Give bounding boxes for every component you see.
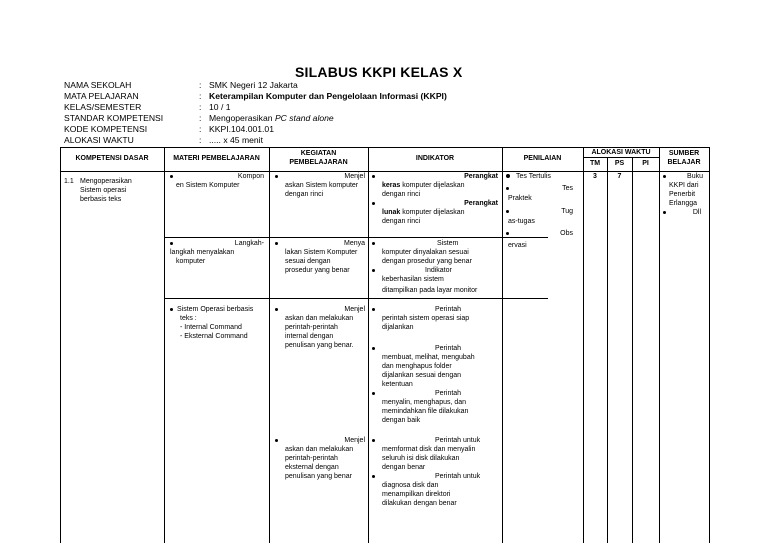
bullet-icon [170, 242, 173, 245]
indikator-line: dijalankan sesuai dengan [382, 372, 462, 379]
bullet-icon [506, 210, 509, 213]
kegiatan-item-3 [275, 305, 365, 350]
meta-row-code [64, 124, 447, 135]
indikator-text: Perintah untuk [435, 473, 481, 480]
header-penilaian: PENILAIAN [523, 155, 562, 162]
table-border-top [60, 147, 709, 148]
meta-block [64, 80, 447, 146]
kompetensi-line: Sistem operasi [80, 187, 127, 194]
kompetensi-line [64, 177, 162, 186]
materi-text: Langkah- [234, 240, 264, 247]
page-title: SILABUS KKPI KELAS X [295, 64, 463, 80]
indikator-line: memformat disk dan menyalin [382, 446, 476, 453]
kegiatan-line: perintah-perintah [285, 324, 338, 331]
col-divider-6 [659, 147, 660, 543]
meta-value: 10 / 1 [209, 102, 231, 112]
indikator-line [372, 199, 498, 208]
kegiatan-line: askan Sistem komputer [285, 182, 359, 189]
indikator-line: memindahkan file dilakukan [382, 408, 469, 415]
indikator-line: komputer dinyalakan sesuai [382, 249, 469, 256]
indikator-text: Indikator [425, 267, 452, 274]
meta-value: Keterampilan Komputer dan Pengelolaan Informasi (KKPI) [209, 91, 447, 101]
penilaian-line [506, 172, 579, 182]
materi-item-3 [170, 305, 266, 341]
bullet-icon [170, 308, 173, 311]
penilaian-text: Tes [562, 185, 573, 192]
indikator-line: dengan prosedur yang benar [382, 258, 472, 265]
meta-label: NAMA SEKOLAH [64, 80, 132, 90]
penilaian-cell [506, 172, 579, 251]
kegiatan-line: penulisan yang benar [285, 473, 352, 480]
kegiatan-line: penulisan yang benar. [285, 342, 354, 349]
indikator-line: dengan rinci [382, 218, 421, 225]
materi-text: Kompon [237, 173, 264, 180]
kegiatan-line: perintah-perintah [285, 455, 338, 462]
col-divider-1 [164, 147, 165, 543]
indikator-line [372, 436, 500, 445]
col-divider-3 [368, 147, 369, 543]
sumber-line [663, 208, 707, 217]
meta-value [209, 113, 334, 124]
penilaian-line: Praktek [508, 195, 532, 202]
meta-colon: : [199, 135, 202, 145]
materi-line: langkah menyalakan [170, 249, 235, 256]
header-kegiatan-1: KEGIATAN [300, 150, 337, 157]
sumber-cell [663, 172, 707, 217]
sumber-text: Buku [687, 173, 703, 180]
indikator-line: ketentuan [382, 381, 413, 388]
meta-value: KKPI.104.001.01 [209, 124, 274, 134]
sumber-line: KKPI dari [669, 182, 699, 189]
meta-row-standard [64, 113, 447, 124]
kegiatan-line: dengan rinci [285, 191, 324, 198]
kegiatan-item-4 [275, 436, 365, 481]
meta-label: MATA PELAJARAN [64, 91, 139, 101]
header-materi: MATERI PEMBELAJARAN [173, 155, 260, 162]
kegiatan-line: sesuai dengan [285, 258, 331, 265]
indikator-text: Perintah [435, 390, 462, 397]
indikator-line: menyalin, menghapus, dan [382, 399, 467, 406]
kegiatan-text: Menya [343, 240, 365, 247]
indikator-line: dengan baik [382, 417, 421, 424]
col-divider-tm-ps [607, 157, 608, 543]
meta-label: ALOKASI WAKTU [64, 135, 134, 145]
penilaian-line: ervasi [508, 242, 527, 249]
indikator-line: ditampilkan pada layar monitor [382, 287, 478, 294]
kegiatan-line: eksternal dengan [285, 464, 339, 471]
kegiatan-item-2 [275, 239, 365, 275]
penilaian-line: as-tugas [508, 218, 535, 225]
indikator-text: Perintah untuk [435, 437, 481, 444]
alokasi-ps-value: 7 [617, 173, 622, 180]
sumber-line: Penerbit [669, 191, 696, 198]
kompetensi-line: berbasis teks [80, 196, 122, 203]
meta-colon: : [199, 102, 202, 112]
indikator-bold: lunak [382, 209, 401, 216]
indikator-text: Perangkat [464, 173, 498, 180]
col-divider-2 [269, 147, 270, 543]
sumber-line: Erlangga [669, 200, 698, 207]
indikator-line [372, 172, 498, 181]
bullet-icon [506, 187, 509, 190]
bullet-icon [663, 211, 666, 214]
indikator-group-1 [372, 172, 498, 226]
bullet-icon [506, 174, 510, 178]
alokasi-sub-divider [583, 157, 659, 158]
bullet-icon [275, 175, 278, 178]
header-ps: PS [614, 160, 625, 167]
kegiatan-line: internal dengan [285, 333, 334, 340]
bullet-icon [275, 308, 278, 311]
meta-value-prefix: Mengoperasikan [209, 113, 275, 123]
bullet-icon [372, 175, 375, 178]
row-divider-2 [164, 298, 548, 299]
kegiatan-text: Menjel [344, 437, 365, 444]
bullet-icon [663, 175, 666, 178]
indikator-text: komputer dijelaskan [400, 209, 465, 216]
meta-value: ..... x 45 menit [209, 135, 263, 145]
bullet-icon [170, 175, 173, 178]
alokasi-tm-value: 3 [593, 173, 597, 180]
indikator-line [372, 305, 500, 314]
meta-colon: : [199, 91, 202, 101]
indikator-group-3 [372, 305, 500, 425]
meta-label: KELAS/SEMESTER [64, 102, 142, 112]
materi-line [170, 172, 264, 181]
indikator-text: komputer dijelaskan [400, 182, 465, 189]
meta-colon: : [199, 80, 202, 90]
penilaian-line [506, 184, 579, 194]
meta-value: SMK Negeri 12 Jakarta [209, 80, 298, 90]
bullet-icon [372, 347, 375, 350]
bullet-icon [372, 439, 375, 442]
indikator-text: Sistem [437, 240, 459, 247]
indikator-line [372, 472, 500, 481]
meta-colon: : [199, 124, 202, 134]
header-kompetensi: KOMPETENSI DASAR [75, 155, 149, 162]
kegiatan-line: lakan Sistem Komputer [285, 249, 358, 256]
indikator-line [372, 344, 500, 353]
materi-line: - Eksternal Command [180, 333, 248, 340]
kegiatan-line: prosedur yang benar [285, 267, 350, 274]
materi-item-1 [170, 172, 264, 190]
materi-text: Sistem Operasi berbasis [177, 306, 254, 313]
meta-label: STANDAR KOMPETENSI [64, 113, 164, 123]
kegiatan-text: Menjel [344, 173, 365, 180]
materi-line: komputer [176, 258, 206, 265]
meta-row-class [64, 102, 447, 113]
kegiatan-line: askan dan melakukan [285, 315, 354, 322]
col-divider-5 [583, 147, 584, 543]
kegiatan-line [275, 172, 365, 181]
indikator-line [372, 208, 498, 217]
row-divider-1 [164, 237, 548, 238]
col-divider-ps-pi [632, 157, 633, 543]
sumber-line [663, 172, 707, 181]
indikator-line: dan menghapus folder [382, 363, 452, 370]
kegiatan-line [275, 436, 365, 445]
materi-line: - Internal Command [180, 324, 242, 331]
indikator-group-4 [372, 436, 500, 508]
penilaian-line [506, 207, 579, 217]
indikator-text: Perangkat [464, 200, 498, 207]
kegiatan-line [275, 239, 365, 248]
kompetensi-number: 1.1 [64, 178, 74, 185]
meta-row-subject [64, 91, 447, 102]
materi-line [170, 305, 266, 314]
indikator-bold: keras [382, 182, 401, 189]
materi-line [170, 239, 264, 248]
bullet-icon [372, 308, 375, 311]
bullet-icon [372, 242, 375, 245]
indikator-line: seluruh isi disk dilakukan [382, 455, 460, 462]
sumber-text: Dll [692, 209, 701, 216]
header-sumber-2: BELAJAR [667, 159, 701, 166]
header-alokasi: ALOKASI WAKTU [591, 149, 651, 156]
indikator-line: keberhasilan sistem [382, 276, 444, 283]
indikator-text: Perintah [435, 306, 462, 313]
bullet-icon [372, 392, 375, 395]
meta-colon: : [199, 113, 202, 123]
kompetensi-cell [64, 177, 162, 204]
penilaian-text: Tes Tertulis [516, 173, 551, 180]
meta-row-school [64, 80, 447, 91]
bullet-icon [372, 475, 375, 478]
bullet-icon [372, 269, 375, 272]
table-border-right [709, 147, 710, 543]
indikator-line: diagnosa disk dan [382, 482, 439, 489]
indikator-line [372, 389, 500, 398]
penilaian-text: Obs [560, 230, 573, 237]
penilaian-text: Tug [561, 208, 573, 215]
header-kegiatan-2: PEMBELAJARAN [289, 159, 348, 166]
meta-value-italic: PC stand alone [274, 113, 334, 123]
materi-line: teks : [180, 315, 197, 322]
header-sumber-1: SUMBER [668, 150, 700, 157]
table-border-left [60, 147, 61, 543]
indikator-line: dijalankan [382, 324, 414, 331]
indikator-line [372, 181, 498, 190]
bullet-icon [372, 202, 375, 205]
bullet-icon [275, 439, 278, 442]
indikator-group-2 [372, 239, 498, 295]
indikator-line: perintah sistem operasi siap [382, 315, 470, 322]
indikator-line: membuat, melihat, mengubah [382, 354, 475, 361]
materi-line: en Sistem Komputer [176, 182, 240, 189]
bullet-icon [506, 232, 509, 235]
indikator-line: menampilkan direktori [382, 491, 451, 498]
indikator-line: dilakukan dengan benar [382, 500, 457, 507]
col-divider-4 [502, 147, 503, 543]
header-tm: TM [589, 160, 601, 167]
penilaian-line [506, 229, 579, 239]
kegiatan-line [275, 305, 365, 314]
indikator-text: Perintah [435, 345, 462, 352]
bullet-icon [275, 242, 278, 245]
kegiatan-item-1 [275, 172, 365, 199]
indikator-line: dengan benar [382, 464, 426, 471]
header-pi: PI [642, 160, 649, 167]
indikator-line: dengan rinci [382, 191, 421, 198]
kegiatan-text: Menjel [344, 306, 365, 313]
indikator-line [372, 266, 498, 275]
kegiatan-line: askan dan melakukan [285, 446, 354, 453]
meta-row-time [64, 135, 447, 146]
materi-item-2 [170, 239, 264, 266]
header-indikator: INDIKATOR [415, 155, 455, 162]
indikator-line [372, 239, 498, 248]
meta-label: KODE KOMPETENSI [64, 124, 148, 134]
kompetensi-text: Mengoperasikan [80, 178, 132, 185]
